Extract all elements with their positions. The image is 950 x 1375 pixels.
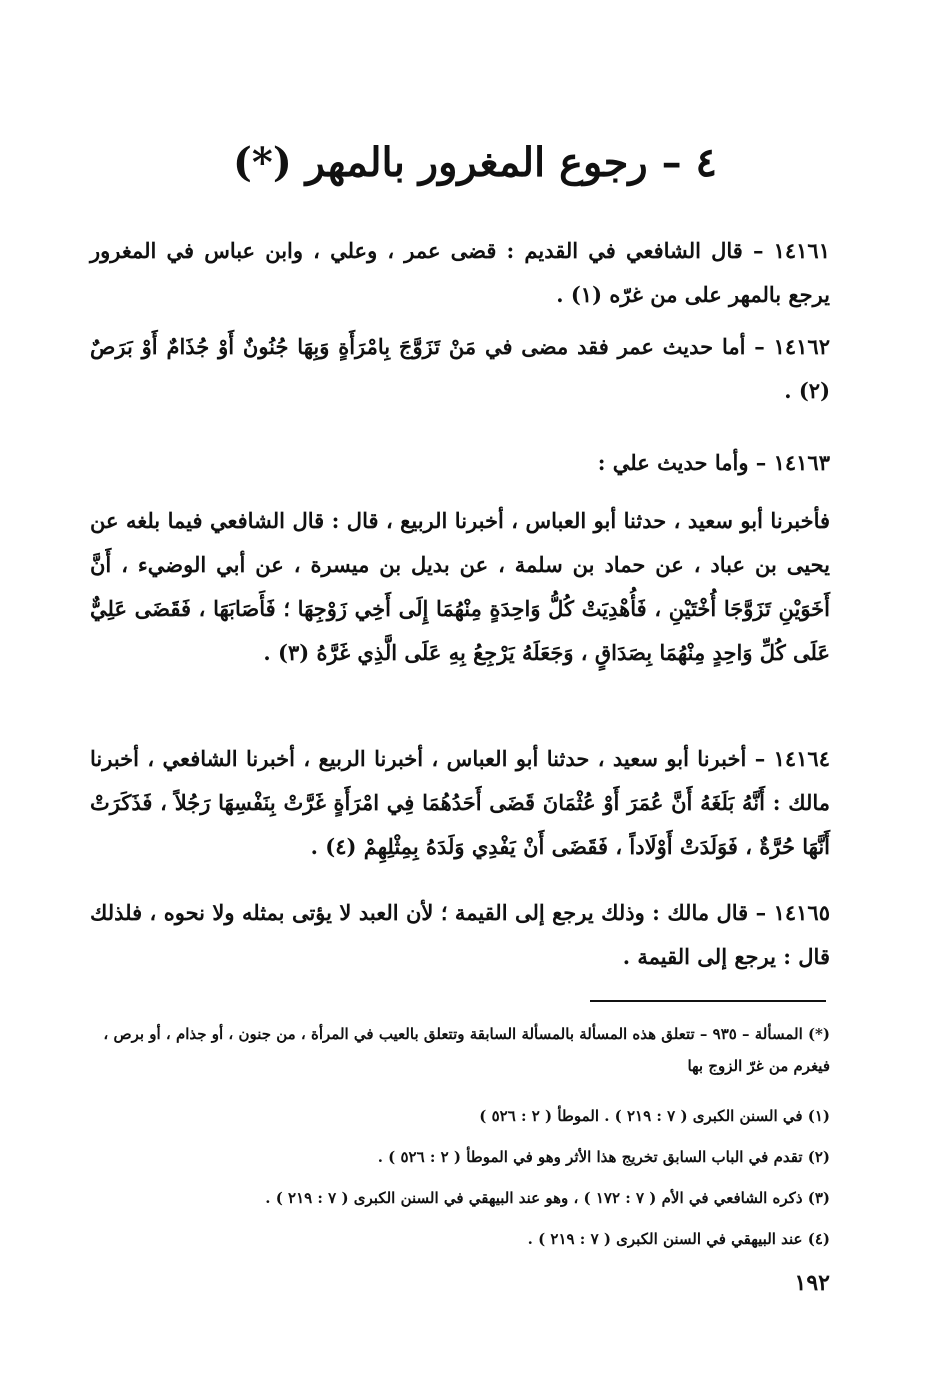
footnote-1: (١) في السنن الكبرى ( ٧ : ٢١٩ ) . الموطأ ( ٢ : ٥٢٦ ) — [479, 1107, 830, 1125]
paragraph-14163: ١٤١٦٣ – وأما حديث علي : — [597, 450, 830, 475]
paragraph-14164: ١٤١٦٤ – أخبرنا أبو سعيد ، حدثنا أبو العباس ، أخبرنا الربيع ، أخبرنا الشافعي ، أخبرنا مالك : أَنَّهُ بَلَغَهُ أَنَّ عُمَرَ أَوْ عُثْمَانَ قَضَى أَحَدُهُمَا فِي امْرَأَةٍ غَرَّتْ بِنَفْسِهَا رَجُلاً ، فَذَكَرَتْ أَنَّهَا حُرَّةٌ ، فَوَلَدَتْ أَوْلَاداً ، فَقَضَى أَنْ يَفْدِي وَلَدَهُ بِمِثْلِهِمْ (٤) . — [90, 746, 830, 859]
paragraph-14165: ١٤١٦٥ – قال مالك : وذلك يرجع إلى القيمة ؛ لأن العبد لا يؤتى بمثله ولا نحوه ، فلذلك قال : يرجع إلى القيمة . — [90, 900, 830, 969]
footnote-4: (٤) عند البيهقي في السنن الكبرى ( ٧ : ٢١٩ ) . — [527, 1230, 830, 1248]
footnote-star: (*) المسألة – ٩٣٥ – تتعلق هذه المسألة بالمسألة السابقة وتتعلق بالعيب في المرأة ، من جنون ، أو جذام ، أو برص ، فيغرم من غرّ الزوج بها — [103, 1025, 830, 1075]
footnote-divider — [590, 1000, 826, 1002]
paragraph-14161: ١٤١٦١ – قال الشافعي في القديم : قضى عمر ، وعلي ، وابن عباس في المغرور يرجع بالمهر على من غرّه (١) . — [90, 238, 830, 307]
paragraph-14163-narration: فأخبرنا أبو سعيد ، حدثنا أبو العباس ، أخبرنا الربيع ، قال : قال الشافعي فيما بلغه عن يحيى بن عباد ، عن حماد بن سلمة ، عن بديل بن ميسرة ، عن أبي الوضيء ، أَنَّ أَخَوَيْنِ تَزَوَّجَا أُخْتَيْنِ ، فَأُهْدِيَتْ كُلُّ وَاحِدَةٍ مِنْهُمَا إِلَى أَخِي زَوْجِهَا ؛ فَأَصَابَهَا ، فَقَضَى عَلِيٌّ عَلَى كُلِّ وَاحِدٍ مِنْهُمَا بِصَدَاقٍ ، وَجَعَلَهُ يَرْجِعُ بِهِ عَلَى الَّذِي غَرَّهُ (٣) . — [90, 508, 831, 665]
page-number: ١٩٢ — [794, 1270, 830, 1296]
footnote-3: (٣) ذكره الشافعي في الأم ( ٧ : ١٧٢ ) ، وهو عند البيهقي في السنن الكبرى ( ٧ : ٢١٩ ) . — [265, 1189, 830, 1207]
section-heading: ٤ – رجوع المغرور بالمهر (*) — [232, 139, 718, 186]
paragraph-14162: ١٤١٦٢ – أما حديث عمر فقد مضى في مَنْ تَزَوَّجَ بِامْرَأَةٍ وَبِهَا جُنُونٌ أَوْ جُذَامٌ أَوْ بَرَصٌ (٢) . — [90, 334, 830, 403]
footnote-2: (٢) تقدم في الباب السابق تخريج هذا الأثر وهو في الموطأ ( ٢ : ٥٢٦ ) . — [377, 1148, 830, 1166]
